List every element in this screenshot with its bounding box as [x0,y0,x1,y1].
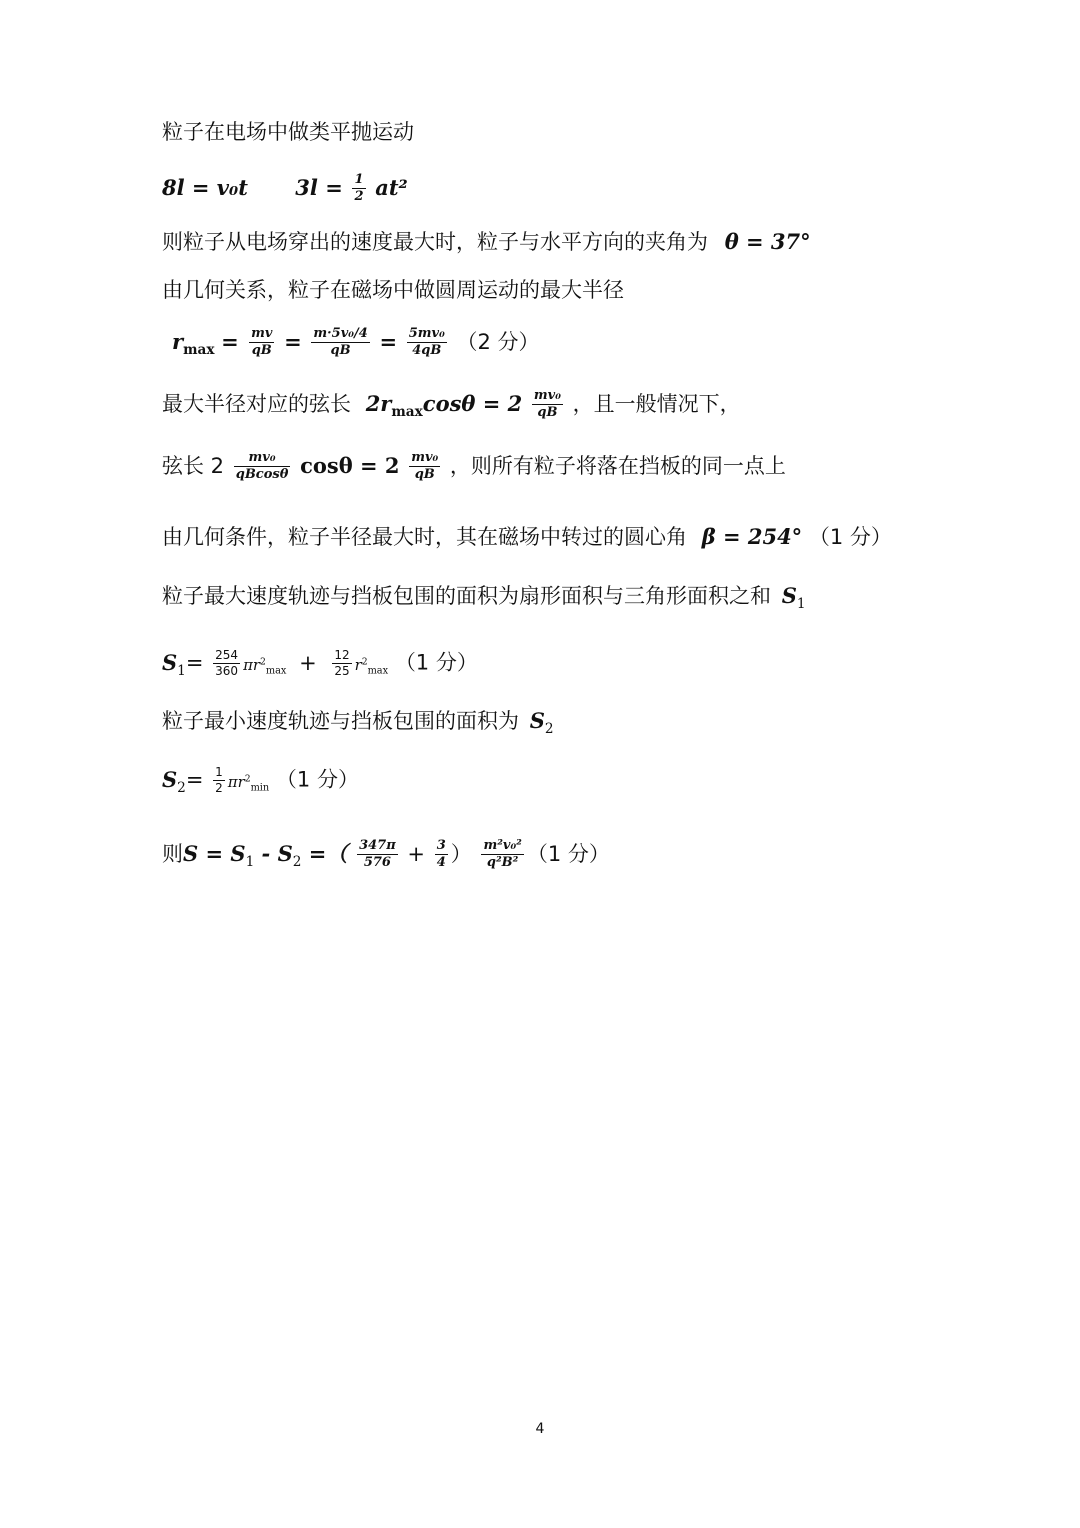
S1-lhs: $S_1$ [162,649,186,679]
fraction-254-360: $\frac{254}{360}$ [215,648,239,678]
pi-rmin-squared: $\pi r^2_{min}$ [227,772,270,793]
eq-at2: at² [375,174,408,200]
S1-symbol: $S_1$ [781,583,806,612]
text-line-11 [162,710,554,736]
fraction-mv0-qB: $\frac{\text{mv₀}}{qB}$ [533,388,561,421]
text-line-8 [162,526,892,548]
equation-line-2 [162,172,408,206]
fraction-m5v0: $\frac{\text{m·5v₀/4}}{qB}$ [313,326,368,359]
chord-expression: $2r_{max}\cos\theta = 2$ [365,390,523,420]
S2-symbol: $S_2$ [529,708,554,737]
equation-S2: $S_2=$ $\frac{1}{2}$ $\pi r^2_{min}$ （1 分） [162,765,359,796]
fraction-1-2: $\frac{1}{2}$ [215,765,223,795]
fraction-12-25: $\frac{12}{25}$ [334,648,350,678]
equation-S-total: 则$S = S_1 - S_2$ =（ $\frac{347\pi}{576}$ + $\frac{3}{4}$ ） $\frac{\text{m²v₀²}}{\text{q²B²}}$ （1 分） [162,838,610,871]
line-7-tail: ，则所有粒子将落在挡板的同一点上 [449,453,786,478]
score-line-8: （1 分） [808,525,892,549]
line-3-text: 则粒子从电场穿出的速度最大时，粒子与水平方向的夹角为 [162,230,708,254]
line-13-prefix: 则 [162,841,183,866]
text-line-3 [162,231,811,253]
line-11-text: 粒子最小速度轨迹与挡板包围的面积为 [162,709,519,733]
line-9-text: 粒子最大速度轨迹与挡板包围的面积为扇形面积与三角形面积之和 [162,584,771,608]
eq-3l: 3l = [295,174,343,200]
text-line-9 [162,585,806,611]
line-8-text: 由几何条件，粒子半径最大时，其在磁场中转过的圆心角 [162,525,687,549]
fraction-5mv0-4qB: $\frac{\text{5mv₀}}{4qB}$ [408,326,445,359]
beta-value: β = 254° [701,524,803,549]
S2-lhs: $S_2$ [162,766,186,796]
fraction-347pi-576: $\frac{347\pi}{576}$ [359,838,396,871]
fraction-m2v02-q2B2: $\frac{\text{m²v₀²}}{\text{q²B²}}$ [483,838,522,871]
fraction-mv-qB: $\frac{mv}{qB}$ [251,326,273,359]
pi-rmax-squared: $\pi r^2_{max}$ [243,655,287,676]
S-expression: $S = S_1 - S_2$ =（ [183,840,348,870]
score-line-12: （1 分） [275,767,359,792]
text-line-6 [162,388,741,422]
fraction-mv0-qBcos: $\frac{\text{mv₀}}{qBcos\theta}$ [235,450,289,483]
theta-value: θ = 37° [724,229,811,254]
text-line-1: 粒子在电场中做类平抛运动 [162,120,414,144]
fraction-3-4: $\frac{3}{4}$ [436,838,446,871]
score-2: （2 分） [456,329,540,354]
rmax-squared: $r^2_{max}$ [354,655,389,676]
page-number: 4 [535,1421,545,1437]
eq-8l: 8l = v₀t [162,174,248,200]
cos-expression: cosθ = 2 [300,452,400,478]
equation-rmax: $r_{max}$ = $\frac{mv}{qB}$ = $\frac{\text{m·5v₀/4}}{qB}$ = $\frac{\text{5mv₀}}{4qB}$ （2 分） [172,326,540,359]
fraction-half: $\frac{1}{2}$ [354,172,364,205]
fraction-mv0-qB-2: $\frac{\text{mv₀}}{qB}$ [411,450,439,483]
rmax-symbol: $r_{max}$ [172,328,215,358]
equation-S1: $S_1=$ $\frac{254}{360}$ $\pi r^2_{max}$ + $\frac{12}{25}$ $r^2_{max}$ （1 分） [162,648,478,679]
line-7-text: 弦长 2 [162,453,225,478]
text-line-4: 由几何关系，粒子在磁场中做圆周运动的最大半径 [162,278,624,302]
line-6-text: 最大半径对应的弦长 [162,391,351,416]
text-line-7 [162,450,786,484]
score-line-10: （1 分） [394,650,478,675]
line-6-tail: ，且一般情况下， [572,391,741,416]
score-line-13: （1 分） [526,841,610,866]
